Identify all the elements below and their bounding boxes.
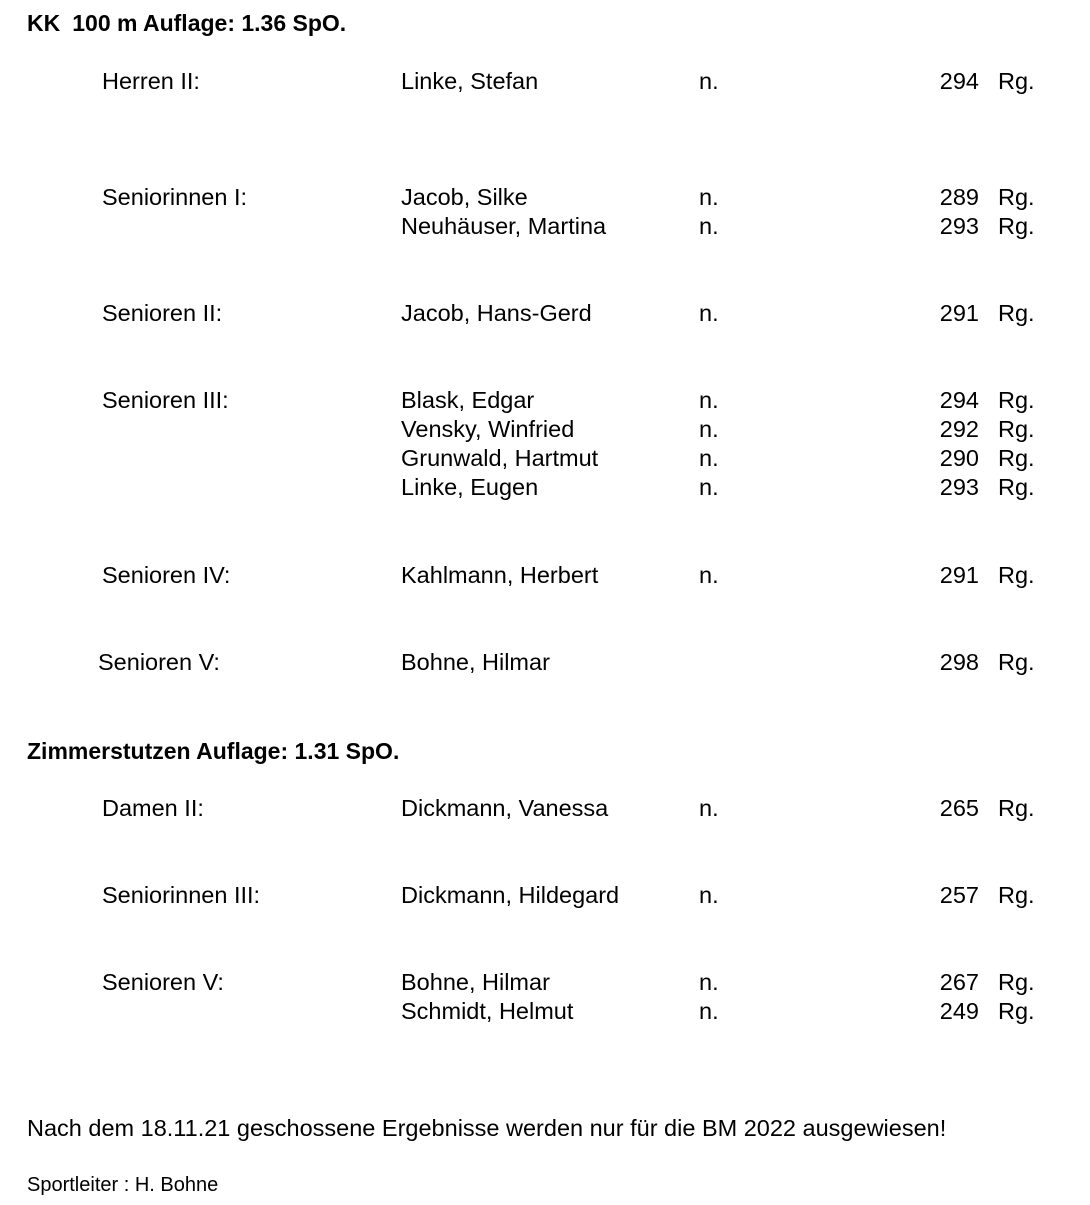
n-marker: n.: [699, 998, 719, 1024]
result-row: [0, 443, 1090, 473]
footer-note: Nach dem 18.11.21 geschossene Ergebnisse werden nur für die BM 2022 ausgewiesen!: [27, 1115, 947, 1141]
shooter-name: Linke, Eugen: [401, 474, 539, 500]
rank-label: Rg.: [998, 68, 1035, 94]
rank-label: Rg.: [998, 213, 1035, 239]
score-value: 293: [939, 474, 979, 500]
n-marker: n.: [699, 184, 719, 210]
rank-label: Rg.: [998, 795, 1035, 821]
result-row: [0, 560, 1090, 590]
shooter-name: Dickmann, Hildegard: [401, 882, 620, 908]
result-row: [0, 298, 1090, 328]
score-value: 249: [939, 998, 979, 1024]
result-row: [0, 211, 1090, 241]
category-label: Senioren V:: [102, 969, 224, 995]
rank-label: Rg.: [998, 882, 1035, 908]
category-label: Damen II:: [102, 795, 204, 821]
result-row: [0, 66, 1090, 96]
category-label: Senioren V:: [98, 649, 220, 675]
shooter-name: Blask, Edgar: [401, 387, 535, 413]
n-marker: n.: [699, 969, 719, 995]
category-label: Seniorinnen III:: [102, 882, 261, 908]
score-value: 257: [939, 882, 979, 908]
n-marker: n.: [699, 795, 719, 821]
n-marker: n.: [699, 68, 719, 94]
shooter-name: Grunwald, Hartmut: [401, 445, 599, 471]
shooter-name: Bohne, Hilmar: [401, 649, 550, 675]
category-label: Seniorinnen I:: [102, 184, 248, 210]
section-heading-prefix: KK: [27, 10, 61, 36]
shooter-name: Dickmann, Vanessa: [401, 795, 609, 821]
result-row: [0, 793, 1090, 823]
result-row: [0, 967, 1090, 997]
shooter-name: Vensky, Winfried: [401, 416, 575, 442]
category-label: Senioren II:: [102, 300, 223, 326]
score-value: 265: [939, 795, 979, 821]
shooter-name: Kahlmann, Herbert: [401, 562, 599, 588]
category-label: Herren II:: [102, 68, 200, 94]
result-row: [0, 880, 1090, 910]
n-marker: n.: [699, 445, 719, 471]
score-value: 291: [939, 562, 979, 588]
signature-line: Sportleiter : H. Bohne: [27, 1174, 219, 1196]
result-row: [0, 385, 1090, 415]
n-marker: n.: [699, 300, 719, 326]
score-value: 298: [939, 649, 979, 675]
category-label: Senioren III:: [102, 387, 229, 413]
rank-label: Rg.: [998, 998, 1035, 1024]
result-row: [0, 647, 1090, 677]
rank-label: Rg.: [998, 416, 1035, 442]
score-value: 291: [939, 300, 979, 326]
rank-label: Rg.: [998, 184, 1035, 210]
rank-label: Rg.: [998, 445, 1035, 471]
n-marker: n.: [699, 387, 719, 413]
n-marker: n.: [699, 474, 719, 500]
shooter-name: Linke, Stefan: [401, 68, 539, 94]
section-heading-zimmerstutzen: Zimmerstutzen Auflage: 1.31 SpO.: [27, 738, 400, 764]
rank-label: Rg.: [998, 969, 1035, 995]
section-heading-kk: [27, 9, 346, 37]
n-marker: n.: [699, 213, 719, 239]
n-marker: n.: [699, 416, 719, 442]
rank-label: Rg.: [998, 649, 1035, 675]
score-value: 290: [939, 445, 979, 471]
shooter-name: Jacob, Silke: [401, 184, 528, 210]
n-marker: n.: [699, 562, 719, 588]
category-label: Senioren IV:: [102, 562, 231, 588]
rank-label: Rg.: [998, 474, 1035, 500]
score-value: 292: [939, 416, 979, 442]
score-value: 267: [939, 969, 979, 995]
rank-label: Rg.: [998, 562, 1035, 588]
shooter-name: Bohne, Hilmar: [401, 969, 550, 995]
n-marker: n.: [699, 882, 719, 908]
rank-label: Rg.: [998, 387, 1035, 413]
score-value: 294: [939, 68, 979, 94]
score-value: 289: [939, 184, 979, 210]
result-row: [0, 414, 1090, 444]
section-heading-title: 100 m Auflage: 1.36 SpO.: [72, 10, 347, 36]
rank-label: Rg.: [998, 300, 1035, 326]
result-row: [0, 472, 1090, 502]
score-value: 293: [939, 213, 979, 239]
shooter-name: Schmidt, Helmut: [401, 998, 574, 1024]
score-value: 294: [939, 387, 979, 413]
result-row: [0, 996, 1090, 1026]
result-row: [0, 182, 1090, 212]
shooter-name: Neuhäuser, Martina: [401, 213, 607, 239]
shooter-name: Jacob, Hans-Gerd: [401, 300, 592, 326]
